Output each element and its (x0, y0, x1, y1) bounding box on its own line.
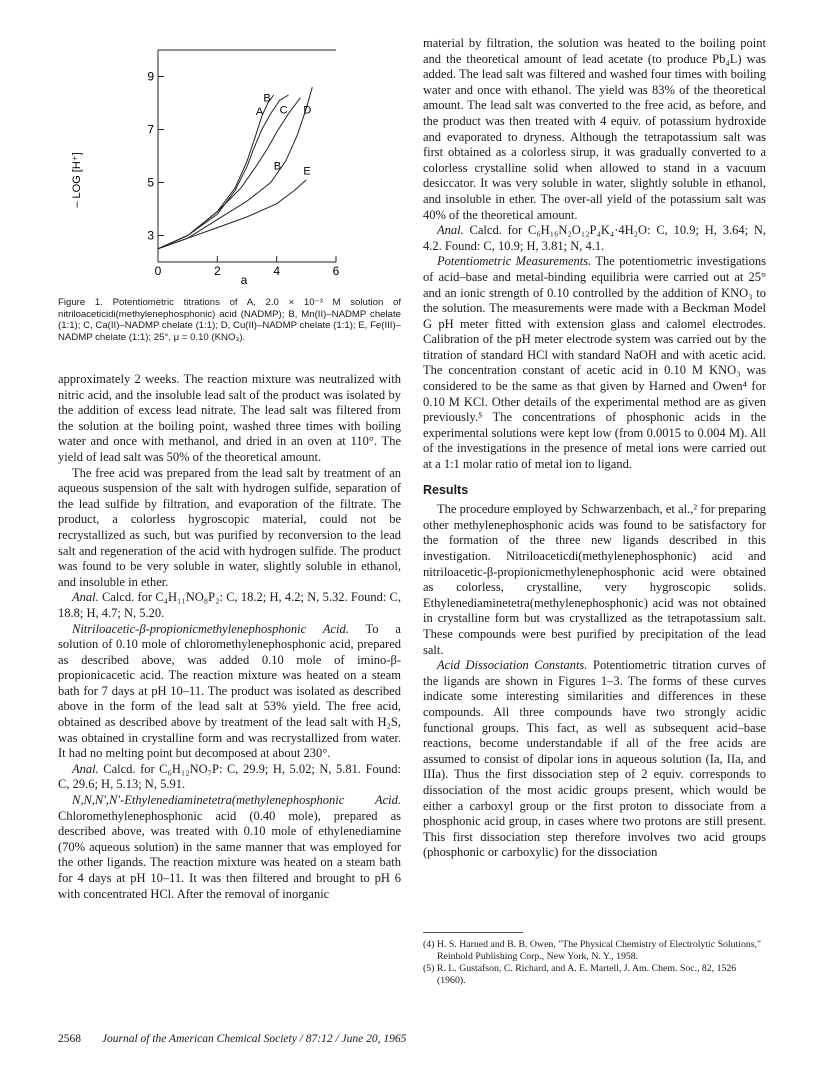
paragraph: material by filtration, the solution was heated to the boiling point and the theoretical amount of lead acetate (to produce Pb₄L) was added. The lead salt was filtered and washed four times with boiling water and once with ethanol. The yield was 83% of the theoretical amount. The lead salt was converted to the free acid, as before, and the product was then treated with 4 equiv. of potassium hydroxide and evaporated to dryness. Although the tetrapotassium salt was first obtained as a colorless sirup, it was gradually converted to a colorless crystalline solid when allowed to stand in a vacuum desiccator. It was very soluble in water, slightly soluble in ethanol, and insoluble in ether. The over-all yield of the potassium salt was 40% of the theoretical amount. (423, 36, 766, 222)
x-tick-label: 4 (273, 264, 281, 278)
series-curve-c (158, 98, 300, 249)
footnote: (5) R. L. Gustafson, C. Richard, and A. E. Martell, J. Am. Chem. Soc., 82, 1526 (1960). (423, 963, 737, 986)
paragraph (423, 658, 766, 861)
lead-in: Acid Dissociation Constants. (437, 658, 588, 673)
chart-axes (147, 50, 339, 278)
curve-label: C (279, 104, 288, 117)
paragraph (58, 793, 401, 902)
curve-label: E (303, 165, 311, 178)
lead-in: Nitriloacetic-β-propionicmethylenephosphonic Acid. (72, 621, 349, 636)
footnotes (423, 939, 766, 987)
paragraph (58, 590, 401, 621)
curve-label: B (273, 160, 282, 173)
curve-label: A (255, 105, 264, 118)
x-tick-label: 0 (154, 264, 162, 278)
page-footer (58, 1033, 406, 1045)
x-tick-label: 2 (213, 264, 221, 278)
chart-series (158, 87, 312, 249)
curve-label: D (303, 104, 312, 117)
lead-in: Anal. (72, 761, 99, 776)
paragraph (423, 223, 766, 254)
paragraph-text: Calcd. for C₆H₁₆N₂O₁₂P₄K₄·4H₂O: C, 10.9; H, 3.64; N, 4.2. Found: C, 10.9; H, 3.81; N, 4.1. (423, 223, 766, 253)
series-curve-a (158, 92, 274, 249)
paragraph: approximately 2 weeks. The reaction mixture was neutralized with nitric acid, and the insoluble lead salt of the product was isolated by the addition of excess lead nitrate. The lead salt was filtered from the solution at the boiling point, washed three times with boiling water and once with methanol, and dried in an oven at 110°. The yield of lead salt was 50% of the theoretical amount. (58, 372, 401, 464)
paragraph (423, 254, 766, 472)
y-tick-label: 7 (147, 122, 154, 137)
paragraph-text: Calcd. for C₆H₁₂NO₇P: C, 29.9; H, 5.02; N, 5.81. Found: C, 29.6; H, 5.13; N, 5.91. (58, 761, 401, 792)
paragraph (58, 762, 401, 793)
left-column (58, 372, 401, 902)
paragraph-text: The potentiometric investigations of acid–base and metal-binding equilibria were carried out at 25° and an ionic strength of 0.10 controlled by the addition of KNO₃ to the solution. The measurements were made with a Beckman Model G pH meter fitted with extension glass and calomel electrodes. Calibration of the pH meter electrode system was carried out by the titration of standard HCl with standard NaOH and with acetic acid. The concentration constant of acetic acid in 0.10 M KNO₃ was considered to be the same as that given by Harned and Owen⁴ for 0.10 M KCl. Other details of the experimental method are as given previously.⁵ The concentrations of phosphonic acids in the experimental solutions were kept low (from 0.0015 to 0.004 M). All of the investigations in the presence of metal ions were carried out at a 1:1 molar ratio of metal ion to ligand. (423, 254, 766, 472)
paragraph-text: To a solution of 0.10 mole of chloromethylenephosphonic acid, prepared as described above, was added 0.10 mole of imino-β-propionicacetic acid. The reaction mixture was heated on a steam bath for 7 days at pH 10–11. The product was isolated as described above in the form of the lead salt at 53% yield. The free acid, obtained as described above by treatment of the lead salt with H₂S, was obtained in crystalline form and was recrystallized from water. It had no melting point but decomposed at about 230°. (58, 621, 401, 761)
lead-in: Potentiometric Measurements. (437, 254, 592, 269)
paragraph-text: Potentiometric titration curves of the ligands are shown in Figures 1–3. The forms of these curves indicate some interesting similarities and differences in these compounds. All three compounds have two strongly acidic functional groups. This fact, as well as subsequent acid–base reactions, become understandable if all of the free acids are assumed to consist of dipolar ions in aqueous solution (Ia, IIa, and IIIa). Thus the first dissociation step of 2 equiv. corresponds to dissociation of the most acidic groups present, which would be either a carboxyl group or the first proton to dissociate from a phosphonic acid group, in cases where two protons are still present. This first dissociation step therefore involves two acid groups (phosphonic or carboxylic) for the dissociation (423, 658, 766, 860)
paragraph: The procedure employed by Schwarzenbach, et al.,² for preparing other methylenephosphonic acids was found to be satisfactory for the formation of the three new ligands described in this investigation. Nitriloaceticdi(methylenephosphonic) acid and nitriloacetic-β-propionicmethylenephosphonic acid were obtained as colorless, crystalline, very hygroscopic solids. Ethylenediaminetetra(methylenephosphonic) acid was not obtained in crystalline form but was crystallized as the tetrapotassium salt. These compounds were best purified by precipitation of the lead salt. (423, 502, 766, 657)
paragraph (58, 622, 401, 762)
lead-in: Anal. (437, 223, 464, 238)
x-axis-label: a (240, 273, 248, 287)
right-column (423, 36, 766, 861)
series-curve-d (158, 87, 312, 249)
y-tick-label: 3 (147, 228, 154, 243)
journal-citation: Journal of the American Chemical Society / 87:12 / June 20, 1965 (101, 1033, 407, 1045)
curve-label: B (263, 92, 271, 105)
y-tick-label: 5 (147, 175, 154, 190)
footnote-divider (423, 932, 523, 933)
x-tick-label: 6 (332, 264, 340, 278)
paragraph-text: Calcd. for C₄H₁₁NO₈P₂: C, 18.2; H, 4.2; N, 5.32. Found: C, 18.8; H, 4.7; N, 5.20. (58, 590, 401, 620)
lead-in: Anal. (72, 590, 99, 605)
y-axis-label: – LOG [H⁺] (71, 152, 83, 208)
titration-figure (58, 30, 401, 288)
footnote: (4) H. S. Harned and B. B. Owen, "The Physical Chemistry of Electrolytic Solutions," Reinhold Publishing Corp., New York, N. Y., 1958. (423, 939, 762, 962)
titration-chart (58, 30, 401, 288)
paragraph: The free acid was prepared from the lead salt by treatment of an aqueous suspension of the salt with hydrogen sulfide, separation of the lead sulfide by filtration, and evaporation of the filtrate. The product, a colorless hygroscopic material, could not be recrystallized as such, but was purified by reconversion to the lead salt and regeneration of the acid with hydrogen sulfide. The product was found to be very soluble in water, slightly soluble in ethanol, and insoluble in ether. (58, 465, 401, 589)
lead-in: N,N,N',N'-Ethylenediaminetetra(methylenephosphonic Acid. (72, 793, 401, 808)
paragraph-text: Chloromethylenephosphonic acid (0.40 mole), prepared as described above, was treated with 0.10 mole of ethylenediamine (70% aqueous solution) in the same manner that was employed for the other ligands. The reaction mixture was heated on a steam bath for 4 days at pH 10–11. It was then filtered and brought to pH 6 with concentrated HCl. After the removal of inorganic (58, 808, 401, 901)
figure-caption: Figure 1. Potentiometric titrations of A, 2.0 × 10⁻³ M solution of nitriloaceticidi(methylenephosphonic) acid (NADMP); B, Mn(II)–NADMP chelate (1:1); C, Ca(II)–NADMP chelate (1:1); D, Cu(II)–NADMP chelate (1:1); E, Fe(III)–NADMP chelate (1:1); 25°, μ = 0.10 (KNO₃). (58, 297, 401, 343)
section-heading: Results (423, 482, 469, 497)
y-tick-label: 9 (147, 69, 154, 84)
page-number: 2568 (58, 1033, 81, 1045)
